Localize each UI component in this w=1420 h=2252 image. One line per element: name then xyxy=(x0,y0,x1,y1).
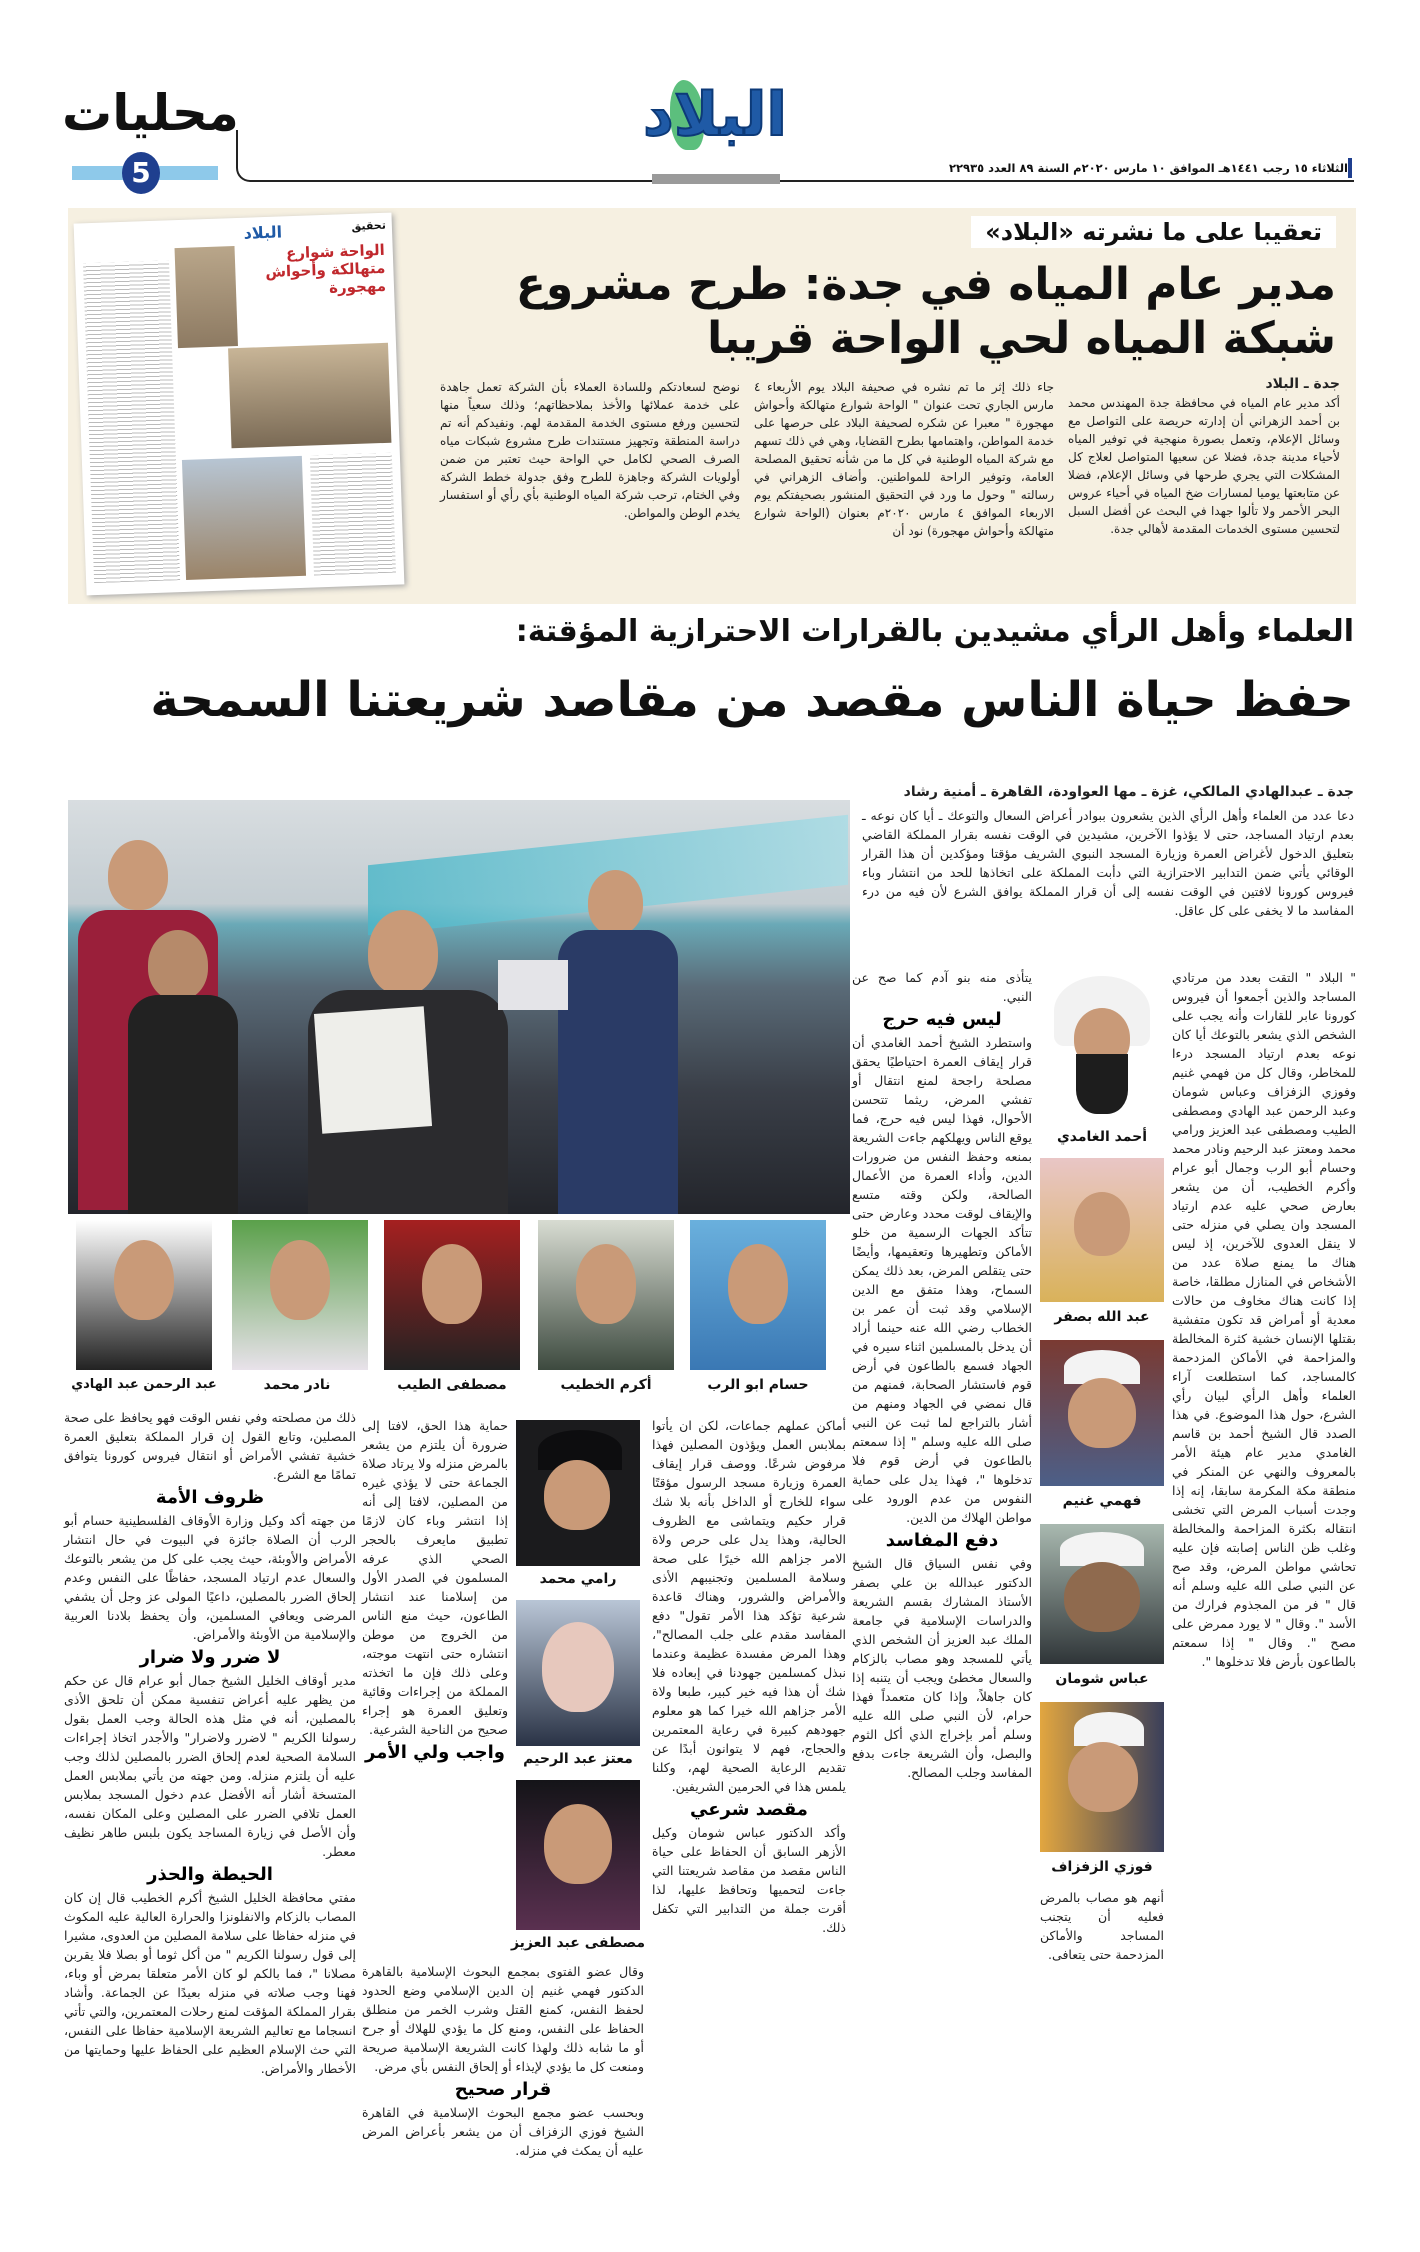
masthead xyxy=(0,0,1400,200)
paragraph: مفتي محافظة الخليل الشيخ أكرم الخطيب قال إن كان المصاب بالزكام والانفلونزا والحرارة العالية عليه المكوث في منزله حفاظا على سلامة المصلين من العدوى، مشيرا إلى قول رسولنا الكريم " من أكل ثوما أو بصلا فلا يقربن مصلانا "، فما بالكم لو كان الأمر متعلقا بمرض أو وباء، فهنا وجب صلاته في منزله بعيدًا عن الجماعة. وأشاد بقرار المملكة المؤقت لمنع رحلات المعتمرين، والتي تأتي انسجاما مع تعاليم الشريعة الإسلامية حفاظا على النفس، التي حث الإسلام العظيم على الحفاظ عليها وحمايتها من الأخطار والأمراض. xyxy=(64,1890,356,2076)
portrait-caption: فهمي غنيم xyxy=(1062,1493,1142,1509)
portrait-photo xyxy=(538,1220,674,1370)
portrait-caption: عباس شومان xyxy=(1055,1671,1149,1687)
portrait-caption: رامي محمد xyxy=(539,1571,617,1587)
paragraph: من جهته أكد وكيل وزارة الأوقاف الفلسطينية حسام أبو الرب أن الصلاة جائزة في البيوت في حال انتشار الأمراض والأوبئة، حيث يجب على كل من يشعر بالتوعك والسعال عدم ارتياد المسجد، حفاظًا على النفس وعدم إلحاق الضرر بالمصلين، داعيًا المولى عز وجل أن يشفي المرضى ويعافي المسلمين، وأن يحفظ بلادنا العربية والإسلامية من الأوبئة والأمراض. xyxy=(64,1513,356,1642)
top-story-box xyxy=(68,208,1356,604)
subheading: ظروف الأمة xyxy=(155,1487,265,1508)
logo xyxy=(640,76,790,186)
headline-line: شبكة المياه لحي الواحة قريبا xyxy=(707,313,1336,364)
clipping-image xyxy=(74,213,405,596)
person xyxy=(588,870,643,935)
headline-line: مدير عام المياه في جدة: طرح مشروع xyxy=(515,259,1336,310)
portrait-photo xyxy=(76,1220,212,1370)
article-column-2 xyxy=(852,968,1032,1785)
portrait-photo xyxy=(516,1780,640,1930)
portrait-photo xyxy=(516,1420,640,1566)
portrait-caption: مصطفى الطيب xyxy=(397,1377,507,1393)
portrait-photo xyxy=(1040,1158,1164,1302)
clipping-text xyxy=(83,260,180,583)
subheading: دفع المفاسد xyxy=(885,1530,999,1551)
portrait-caption: أحمد الغامدي xyxy=(1056,1129,1148,1145)
clipping-tag: تحقيق xyxy=(351,218,387,233)
paragraph: وأكد الدكتور عباس شومان وكيل الأزهر السابق أن الحفاظ على حياة الناس مقصد من مقاصد شريعتنا التي جاءت لتحميها وتحافظ عليها، لذا أقرت جملة من التدابير التي تكفل ذلك. xyxy=(652,1825,846,1935)
portrait-caption: فوزي الزفزاف xyxy=(1051,1859,1153,1875)
subheading: لا ضرر ولا ضرار xyxy=(139,1647,281,1668)
article-column-4-continued xyxy=(362,1962,644,2163)
top-story-col-3 xyxy=(440,378,740,525)
portrait-photo xyxy=(516,1600,640,1746)
paragraph: وبحسب عضو مجمع البحوث الإسلامية في القاهرة الشيخ فوزي الزفزاف أن من يشعر بأعراض المرض عليه أن يمكث في منزله. xyxy=(362,2105,644,2158)
paragraph: " البلاد " التقت بعدد من مرتادي المساجد والذين أجمعوا أن فيروس كورونا عابر للقارات وأنه يجب على الشخص الذي يشعر بالتوعك أيا كان نوعه بعدم ارتياد المسجد درءا للمخاطر، وقال كل من فهمي غنيم وفوزي الزفزاف وعباس شومان وعبد الرحمن عبد الهادي ومصطفى الطيب ومصطفى عبد العزيز ورامي محمد ومعتز عبد الرحيم ونادر محمد وحسام أبو الرب وجمال أبو عرام وأكرم الخطيب، أن من يشعر بعارض صحي عليه عدم ارتياد المسجد وان يصلي في منزله حتى لا ينقل العدوى للآخرين، إذ ليس هناك ما يمنع صلاة عدد من الأشخاص في المنازل مطلقا، خاصة إذا كانت هناك مخاوف من حالات معدية أو أمراض قد تكون متفشية بقتلها الإنسان خشية كثرة المخالطة والمزاحمة في الأماكن المزدحمة كالمساجد، كما استطلعت آراء العلماء وأهل الرأي لبيان رأي الشرع، حول هذا الموضوع. في هذا الصدد قال الشيخ أحمد بن قاسم الغامدي مدير عام هيئة الأمر بالمعروف والنهي عن المنكر في منطقة مكة المكرمة سابقا، إنه إذا وجدت أسباب المرض التي تخشى انتقاله بكثرة المزاحمة والمخالطة وغلب ظن الناس إصابته فإن عليه تحاشي مواطن المرض، وقد صح عن النبي صلى الله عليه وسلم أنه قال " فر من المجذوم فرارك من الأسد ". وقال " لا يورد ممرض على مصح ". وقال " إذا سمعتم بالطاعون بأرض فلا تدخلوها ". xyxy=(1172,970,1356,1669)
subheading: الحيطة والحذر xyxy=(147,1864,273,1885)
logo-text: البلاد xyxy=(643,80,787,150)
clipping-logo: البلاد xyxy=(243,222,283,243)
top-story-col-1 xyxy=(1068,374,1340,541)
paragraph: أماكن عملهم جماعات، لكن ان يأتوا بملابس العمل ويؤذون المصلين فهذا مرفوض شرعًا. ووصف قرار إيقاف العمرة وزيارة مسجد الرسول مؤقتًا سواء للخارج أو الداخل بأنه بلا شك قرار حكيم ويتماشى مع الظروف الحالية، وهذا يدل على حرص ولاة الامر جزاهم الله خيرًا على صحة وسلامة المسلمين وتجنيبهم الأذى والأمراض والشرور، وهناك قاعدة شرعية تؤكد هذا الأمر تقول" دفع المفاسد مقدم على جلب المصالح"، وهذا المرض مفسدة عظيمة وعندما نبذل كمسلمين جهودنا في إبعاده فلا شك أن هذا فيه خير كبير، طبعا ولاة الأمر جزاهم الله خيرا كما هو معلوم جهودهم كبيرة في رعاية المعتمرين والحجاج، فهم لا يتوانون أبدًا عن تقديم الرعاية الصحية لهم، وكلنا يلمس هذا في الحرمين الشريفين. xyxy=(652,1418,846,1794)
person xyxy=(148,930,208,1000)
clipping-photo xyxy=(182,456,306,580)
portrait-caption: أكرم الخطيب xyxy=(560,1377,652,1393)
kicker: تعقيبا على ما نشرته «البلاد» xyxy=(971,216,1336,248)
clipping-photo xyxy=(228,343,391,449)
paragraph: ذلك من مصلحته وفي نفس الوقت فهو يحافظ على صحة المصلين، وتابع القول إن قرار المملكة بتعليق العمرة خشية تفشي الأمراض أو انتقال فيروس كورونا يتوافق تمامًا مع الشرع. xyxy=(64,1410,356,1482)
portrait-photo xyxy=(1040,1340,1164,1486)
logo-underbar xyxy=(652,174,780,184)
protest-photo xyxy=(68,800,850,1214)
article-column-5 xyxy=(64,1408,356,2081)
clipping-photo xyxy=(175,246,238,348)
subheading: واجب ولي الأمر xyxy=(365,1742,505,1763)
portrait-photo xyxy=(1040,1524,1164,1664)
portrait-caption: مصطفى عبد العزيز xyxy=(510,1935,646,1951)
portrait-photo xyxy=(690,1220,826,1370)
article-column-1b xyxy=(1040,1888,1164,1967)
dateline-bar: الثلاثاء ١٥ رجب ١٤٤١هـ الموافق ١٠ مارس ٢٠٢٠م السنة ٨٩ العدد ٢٢٩٣٥ xyxy=(900,158,1352,178)
person xyxy=(558,930,678,1214)
subheading: ليس فيه حرج xyxy=(882,1009,1002,1030)
top-headline xyxy=(416,258,1336,366)
paragraph: واستطرد الشيخ أحمد الغامدي أن قرار إيقاف العمرة احتياطيًا يحقق مصلحة راجحة لمنع انتقال أو تفشي المرض، ريثما تتحسن الأحوال، فهذا ليس فيه حرج، فما يوقع الناس ويهلكهم جاءت الشريعة بمنعه وحفظ النفس من ضرورات الدين، وأداء العمرة من الأعمال الصالحة، ولكن وقته متسع والإيقاف لوقت محدد وعارض حتى تتأكد الجهات الرسمية من خلو الأماكن وتطهيرها وتعقيمها، وأيضًا حتى يتقلص المرض، بعد ذلك يمكن السماح، وهذا متفق مع الدين الإسلامي وقد ثبت أن عمر بن الخطاب رضي الله عنه حينما أراد أن يدخل بالمسلمين اثناء سيره في الجهاد فسمع بالطاعون في أرض قوم فاستشار الصحابة، فمنهم من قال نمضي في الجهاد ومنهم من أشار بالتراجع لما ثبت عن النبي صلى الله عليه وسلم " إذا سمعتم بالطاعون في أرض قوم فلا تدخلوها "، فهذا يدل على حماية النفوس من عدم الورود على مواطن الهلاك من الدين. xyxy=(852,1035,1032,1525)
portrait-caption: نادر محمد xyxy=(263,1377,331,1393)
paragraph: مدير أوقاف الخليل الشيخ جمال أبو عرام قال عن حكم من يظهر عليه أعراض تنفسية ممكن أن تلحق الأذى بالمصلين، أنه في مثل هذه الحالة وجب العمل بقول رسولنا الكريم " لاضرر ولاضرار" والأجدر اتخاذ إجراءات السلامة الصحية لعدم إلحاق الضرر بالمصلين لذلك وجب عليه أن يلتزم منزله. ومن جهته من يأتي بملابس العمل المتسخة أشار أنه الأفضل عدم دخول المسجد بملابس العمل تلافي الضرر على المصلين وعلى المكان نفسه، وأن الأصل في زيارة المساجد يكون بلبس طاهر نظيف معطر. xyxy=(64,1673,356,1859)
clipping-text xyxy=(310,453,396,576)
subheading: قرار صحيح xyxy=(454,2079,552,2100)
main-headline: حفظ حياة الناس مقصد من مقاصد شريعتنا السمحة xyxy=(150,672,1354,728)
portrait-caption: عبد الرحمن عبد الهادي xyxy=(71,1377,217,1392)
paragraph: أنهم هو مصاب بالمرض فعليه أن يتجنب المساجد والأماكن المزدحمة حتى يتعافى. xyxy=(1040,1890,1164,1962)
section-title: محليات xyxy=(62,84,239,142)
portrait-caption: حسام ابو الرب xyxy=(707,1377,809,1393)
subheading: مقصد شرعي xyxy=(690,1799,808,1820)
article-column-1 xyxy=(1172,968,1356,1674)
byline: جدة ـ عبدالهادي المالكي، غزة ـ مها العواودة، القاهرة ـ أمنية رشاد xyxy=(903,784,1354,800)
paragraph: وفي نفس السياق قال الشيخ الدكتور عبدالله بن علي بصفر الأستاذ المشارك بقسم الشريعة والدراسات الإسلامية في جامعة الملك عبد العزيز أن الشخص الذي يأتي للمسجد وهو مصاب بالزكام والسعال مخطئ ويجب أن يتنبه إذا كان جاهلاً، وإذا كان متعمداً فهذا حرام، لأن النبي صلى الله عليه وسلم أمر بإخراج الذي أكل الثوم والبصل، وأن الشريعة جاءت بدفع المفاسد وجلب المصالح. xyxy=(852,1556,1032,1780)
paragraph: جاء ذلك إثر ما تم نشره في صحيفة البلاد يوم الأربعاء ٤ مارس الجاري تحت عنوان " الواحة شوارع متهالكة وأحواش مهجورة " معبرا عن شكره لصحيفة البلاد على حرصها على خدمة المواطن، واهتمامها بطرح القضايا، وهي في ذلك تسهم مع شركة المياه الوطنية في كل ما من شأنه تحقيق المصلحة العامة، وتوفير الراحة للمواطنين. وأضاف الزهراني في رسالته " وحول ما ورد في التحقيق المنشور بصحيفتكم يوم الاربعاء الموافق ٤ مارس ٢٠٢٠م بعنوان (الواحة شوارع متهالكة وأحواش مهجورة) نود أن xyxy=(754,380,1055,538)
placard xyxy=(314,1006,432,1133)
overline: العلماء وأهل الرأي مشيدين بالقرارات الاحترازية المؤقتة: xyxy=(515,614,1354,649)
side-portraits xyxy=(1040,968,1164,1928)
paragraph: يتأذى منه بنو آدم كما صح عن النبي. xyxy=(852,970,1032,1004)
article-column-3 xyxy=(652,1416,846,1940)
dateline: جدة ـ البلاد xyxy=(1265,376,1340,392)
portrait-caption: عبد الله بصفر xyxy=(1054,1309,1150,1325)
mid-portraits xyxy=(510,1416,646,1976)
placard xyxy=(498,960,568,1010)
person xyxy=(368,910,438,995)
article-column-4 xyxy=(362,1416,508,1766)
portrait-caption: معتز عبد الرحيم xyxy=(523,1751,633,1767)
person xyxy=(128,995,238,1214)
clipping-title: الواحة شوارع متهالكة وأحواش مهجورة xyxy=(264,240,387,297)
paragraph: حماية هذا الحق، لافتا إلى ضرورة أن يلتزم من يشعر بالمرض منزله ولا يرتاد صلاة الجماعة حتى لا يؤذي غيره من المصلين، لافتا إلى أنه إذا انتشر وباء كان لازمًا تطبيق مايعرف بالحجر الصحي الذي عرفه المسلمون في الصدر الأول من إسلامنا عند انتشار الطاعون، حيث منع الناس من الخروج من موطن انتشاره حتى انتهت موجته، وعلى ذلك فإن ما اتخذته المملكة من إجراءات وقائية وتعليق العمرة هو إجراء صحيح من الناحية الشرعية. xyxy=(362,1418,508,1737)
portrait-photo xyxy=(1040,1702,1164,1852)
portrait-photo xyxy=(232,1220,368,1370)
portrait-photo xyxy=(384,1220,520,1370)
paragraph: وقال عضو الفتوى بمجمع البحوث الإسلامية بالقاهرة الدكتور فهمي غنيم إن الدين الإسلامي وضع الحدود لحفظ النفس، كمنع القتل وشرب الخمر من منطلق الحفاظ على النفس، ومنع كل ما يؤدي للهلاك أو جرح أو ما شابه ذلك ولهذا كانت الشريعة الإسلامية صريحة ومنعت كل ما يؤدي لإيذاء أو إلحاق النفس بأي مرض. xyxy=(362,1964,644,2074)
intro-text: دعا عدد من العلماء وأهل الرأي الذين يشعرون ببوادر أعراض السعال والتوعك ـ أيا كان نوعه ـ بعدم ارتياد المساجد، حتى لا يؤذوا الآخرين، مشيدين في الوقت نفسه بقرار المملكة القاضي بتعليق الدخول لأغراض العمرة وزيارة المسجد النبوي الشريف مؤقتا ومؤكدين أن هذا القرار الوقائي يأتي ضمن التدابير الاحترازية التي دأبت المملكة على اتخاذها للحد من انتشار وباء فيروس كورونا لافتين في الوقت نفسه إلى أن قرار المملكة يوافق الشرع لأن فيه من درء المفاسد ما لا يخفى على كل عاقل. xyxy=(862,808,1354,918)
paragraph: نوضح لسعادتكم وللسادة العملاء بأن الشركة تعمل جاهدة على خدمة عملائها والأخذ بملاحظاتهم؛ وذلك سعياً منها لتحسين ورفع مستوى الخدمة المقدمة لهم. ونفيدكم أنه تم دراسة المنطقة وتجهيز مستندات طرح مشروع شبكات مياه الصرف الصحي لكامل حي الواحة حيث تعتبر من ضمن أولويات الشركة وجاهزة للطرح وفق جدولة خطط الشركة وفي الختام، ترحب شركة المياه الوطنية بأي رأي أو استفسار يخدم الوطن والمواطن. xyxy=(440,380,740,520)
person xyxy=(108,840,168,910)
page-number-badge: 5 xyxy=(122,152,160,194)
portrait-row xyxy=(68,1214,850,1404)
top-story-col-2 xyxy=(754,378,1054,543)
paragraph: أكد مدير عام المياه في محافظة جدة المهندس محمد بن أحمد الزهراني أن إدارته حريصة على التواصل مع وسائل الإعلام، وتعمل بصورة منهجية في توفير المياه لأحياء مدينة جدة، فضلا عن سعيها المتواصل لعلاج كل المشكلات التي يجري طرحها في وسائل الإعلام، فضلا عن متابعتها يوميا لمسارات ضخ المياه في أحياء عروس البحر الأحمر ولا تألوا جهدا في البحث عن أفضل السبل لتحسين مستوى الخدمات المقدمة لأهالي جدة. xyxy=(1068,396,1340,536)
intro xyxy=(862,806,1354,923)
portrait-photo xyxy=(1040,968,1164,1123)
